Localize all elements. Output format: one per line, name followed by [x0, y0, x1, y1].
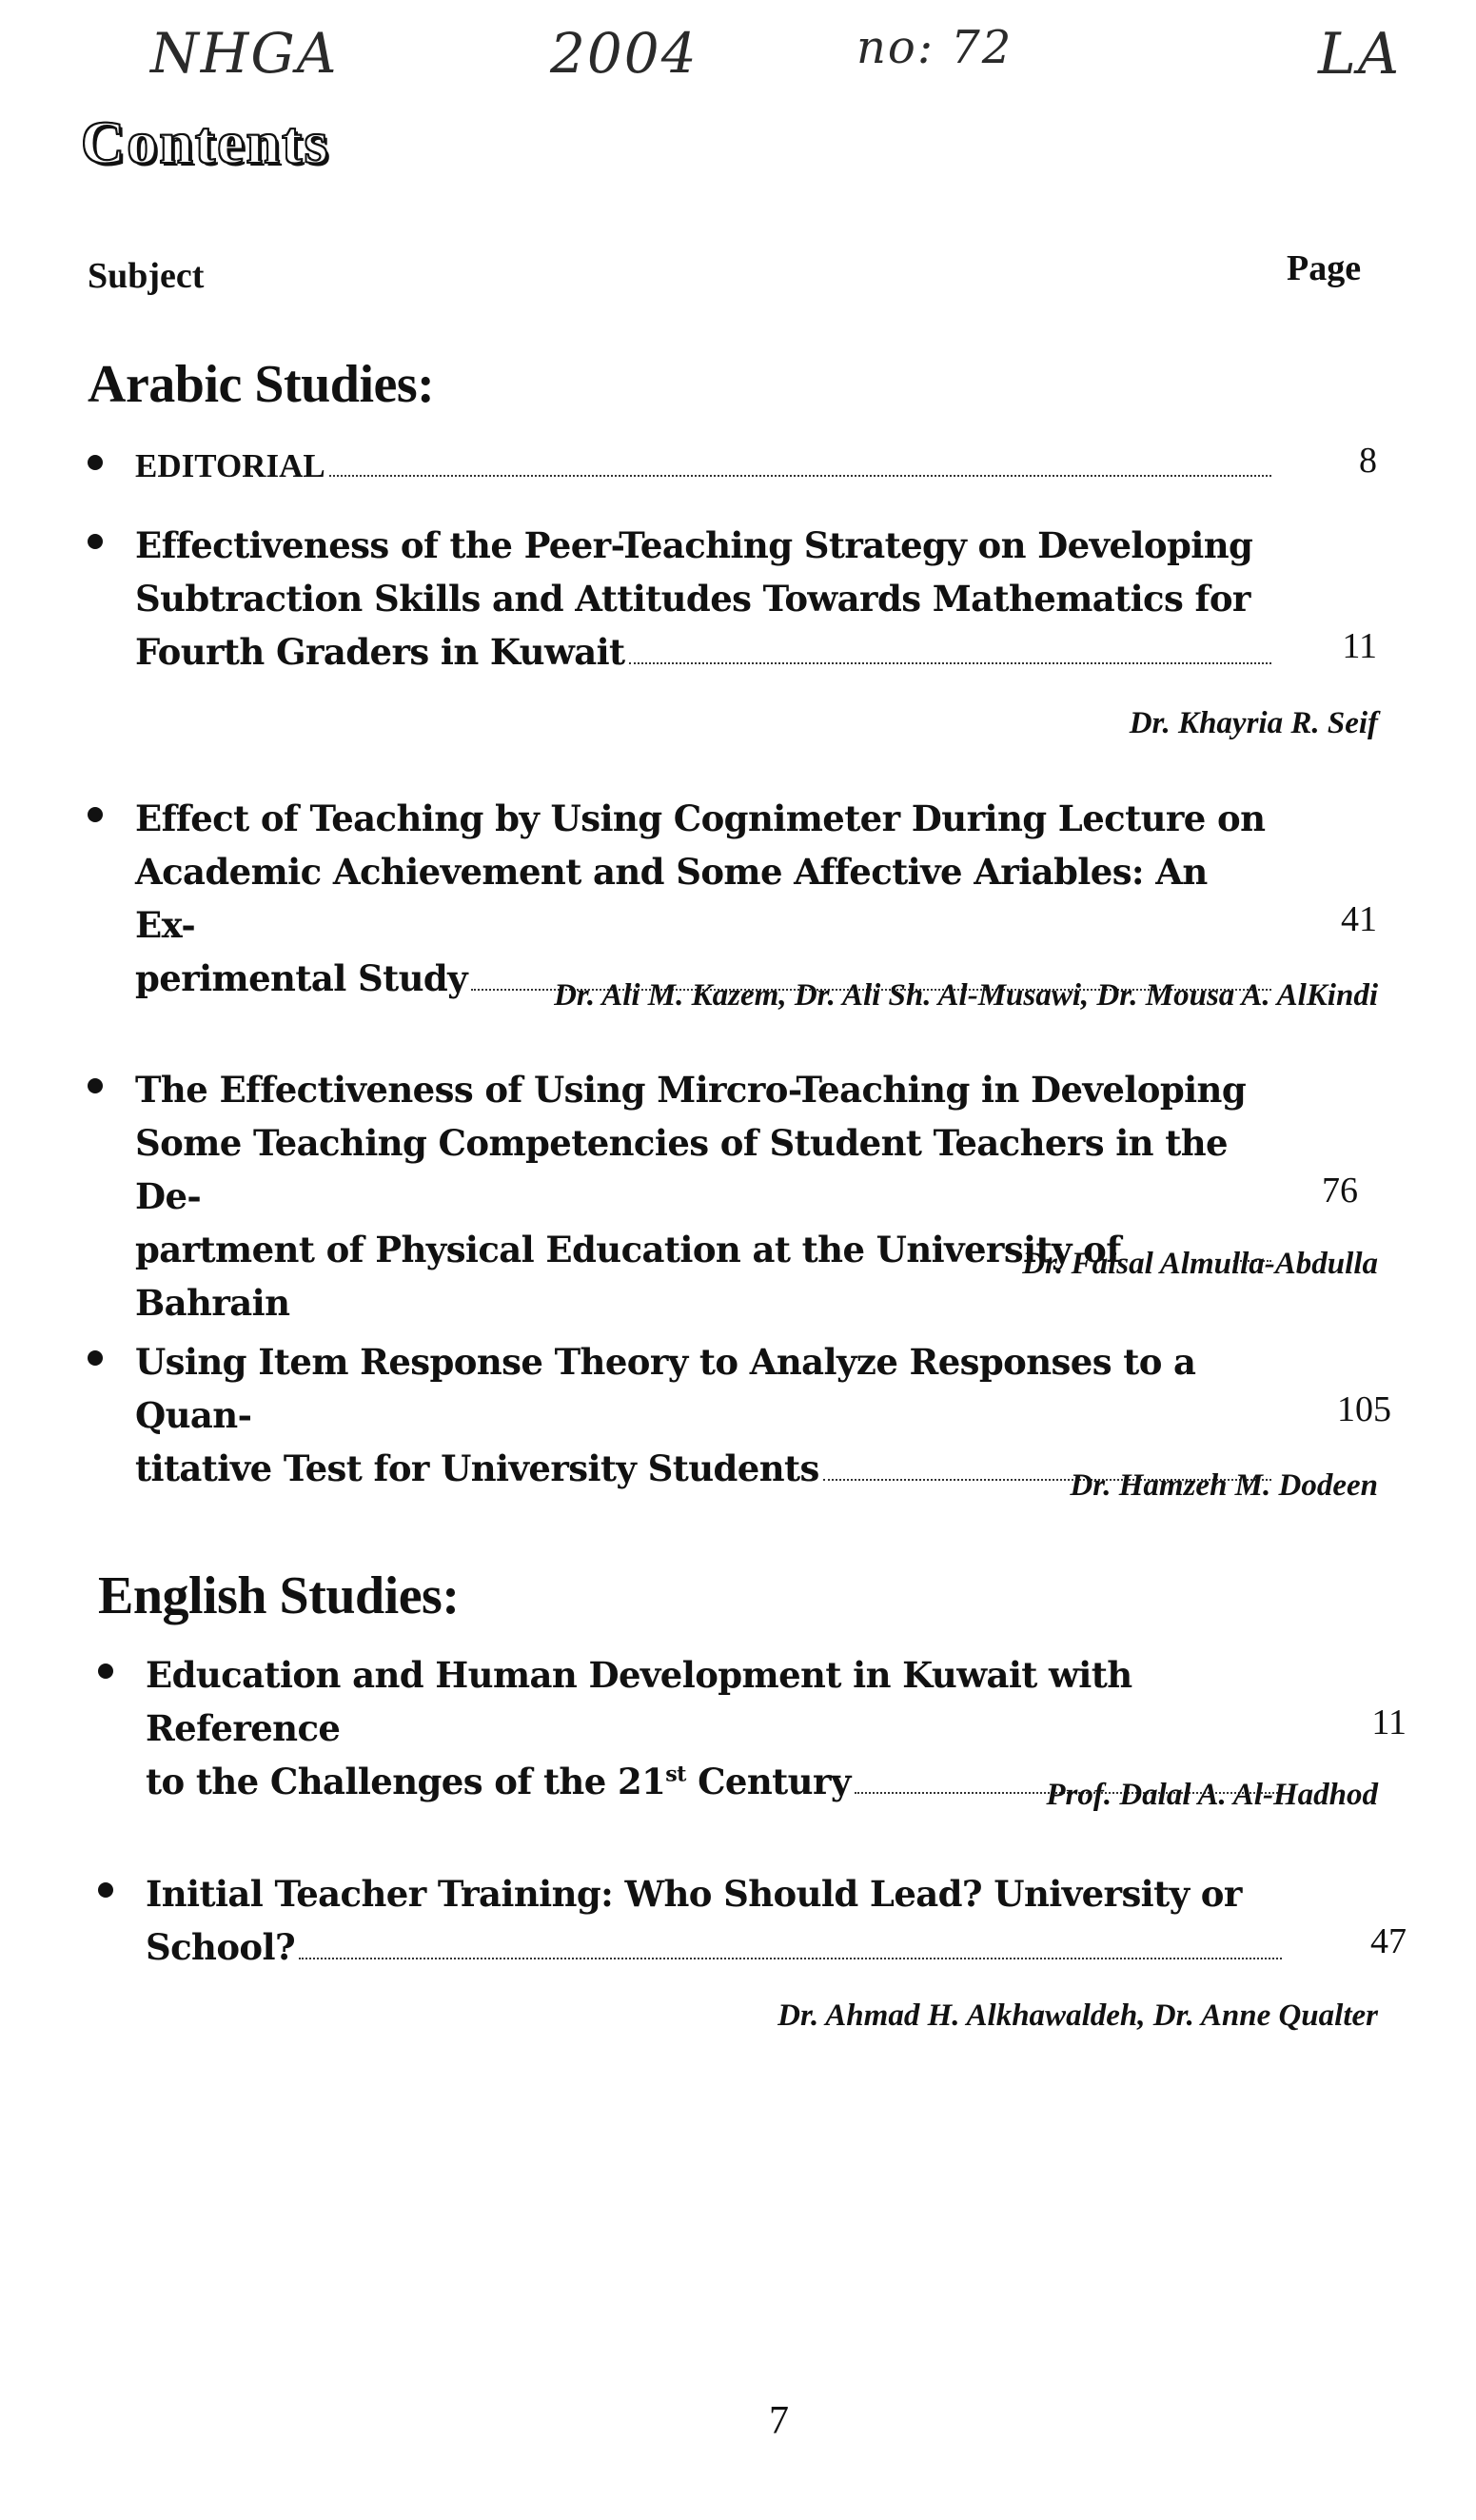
dot-leader: [629, 662, 1271, 664]
entry-title[interactable]: [146, 1867, 1288, 1974]
author-line: Dr. Faisal Almulla-Abdulla: [1022, 1247, 1378, 1281]
page-number: 11: [1342, 626, 1377, 666]
page-column-header: Page: [1287, 248, 1362, 288]
toc-entry[interactable]: [88, 440, 1377, 493]
section-title-arabic: Arabic Studies:: [88, 355, 435, 414]
author-line: Dr. Khayria R. Seif: [1129, 706, 1378, 740]
toc-entry[interactable]: [98, 1867, 1407, 1974]
entry-title-line: partment of Physical Education at the University of Bahrain: [135, 1229, 1121, 1324]
page-number: 11: [1371, 1703, 1407, 1742]
bullet-icon: [88, 1350, 103, 1366]
entry-title-line: The Effectiveness of Using Mircro-Teaching in Developing: [135, 1069, 1247, 1111]
entry-title-line: Initial Teacher Training: Who Should Lead? University or: [146, 1873, 1242, 1915]
entry-title-line: Effect of Teaching by Using Cognimeter During Lecture on: [135, 797, 1266, 839]
page-number: 47: [1370, 1921, 1407, 1961]
contents-title: Contents: [81, 108, 330, 176]
page-number: 76: [1322, 1171, 1358, 1211]
entry-title-line: School?: [146, 1926, 296, 1968]
entry-title[interactable]: [135, 792, 1277, 1005]
entry-title-line: Some Teaching Competencies of Student Teachers in the De-: [135, 1122, 1228, 1217]
entry-title[interactable]: [135, 440, 1277, 493]
entry-title-text: to the Challenges of the 21: [146, 1761, 666, 1802]
footer-page-number: 7: [769, 2399, 789, 2443]
entry-title-line: Fourth Graders in Kuwait: [135, 631, 625, 673]
bullet-icon: [98, 1882, 113, 1898]
entry-title-line: titative Test for University Students: [135, 1447, 819, 1489]
toc-entry[interactable]: [88, 1063, 1377, 1329]
handwritten-annotation: 2004: [550, 21, 699, 86]
entry-title-line: Effectiveness of the Peer-Teaching Strategy on Developing: [135, 524, 1253, 566]
entry-title-line: Subtraction Skills and Attitudes Towards Mathematics for: [135, 578, 1250, 620]
entry-title[interactable]: [135, 519, 1277, 679]
author-line: Dr. Ahmad H. Alkhawaldeh, Dr. Anne Qualter: [777, 1998, 1378, 2033]
handwritten-annotation: no: 72: [856, 21, 1014, 74]
entry-title-line: EDITORIAL: [135, 447, 325, 484]
dot-leader: [299, 1958, 1282, 1959]
dot-leader: [329, 475, 1271, 477]
entry-title-line: Education and Human Development in Kuwait with Reference: [146, 1654, 1132, 1749]
entry-title-line: [146, 1755, 851, 1808]
bullet-icon: [88, 807, 103, 822]
entry-title-line: perimental Study: [135, 957, 468, 999]
bullet-icon: [88, 1078, 103, 1093]
page-number: 8: [1359, 441, 1377, 481]
entry-title-line: Using Item Response Theory to Analyze Responses to a Quan-: [135, 1341, 1196, 1436]
toc-entry[interactable]: [88, 792, 1377, 1005]
author-line: Dr. Hamzeh M. Dodeen: [1070, 1468, 1378, 1503]
entry-title-line: Academic Achievement and Some Affective Ariables: An Ex-: [135, 851, 1208, 946]
bullet-icon: [98, 1664, 113, 1679]
author-line: Dr. Ali M. Kazem, Dr. Ali Sh. Al-Musawi, Dr. Mousa A. AlKindi: [554, 978, 1378, 1013]
subject-column-header: Subject: [88, 256, 205, 296]
section-title-english: English Studies:: [98, 1566, 460, 1625]
bullet-icon: [88, 534, 103, 549]
page-number: 105: [1337, 1389, 1391, 1429]
toc-entry[interactable]: [88, 519, 1377, 679]
page-number: 41: [1341, 899, 1377, 939]
entry-title-text: Century: [685, 1761, 851, 1802]
ordinal-suffix: st: [665, 1762, 686, 1787]
entry-title[interactable]: [135, 1063, 1277, 1329]
handwritten-annotation: NHGA: [150, 21, 339, 86]
bullet-icon: [88, 455, 103, 470]
handwritten-annotation: LA: [1318, 21, 1402, 88]
author-line: Prof. Dalal A. Al-Hadhod: [1046, 1778, 1378, 1812]
